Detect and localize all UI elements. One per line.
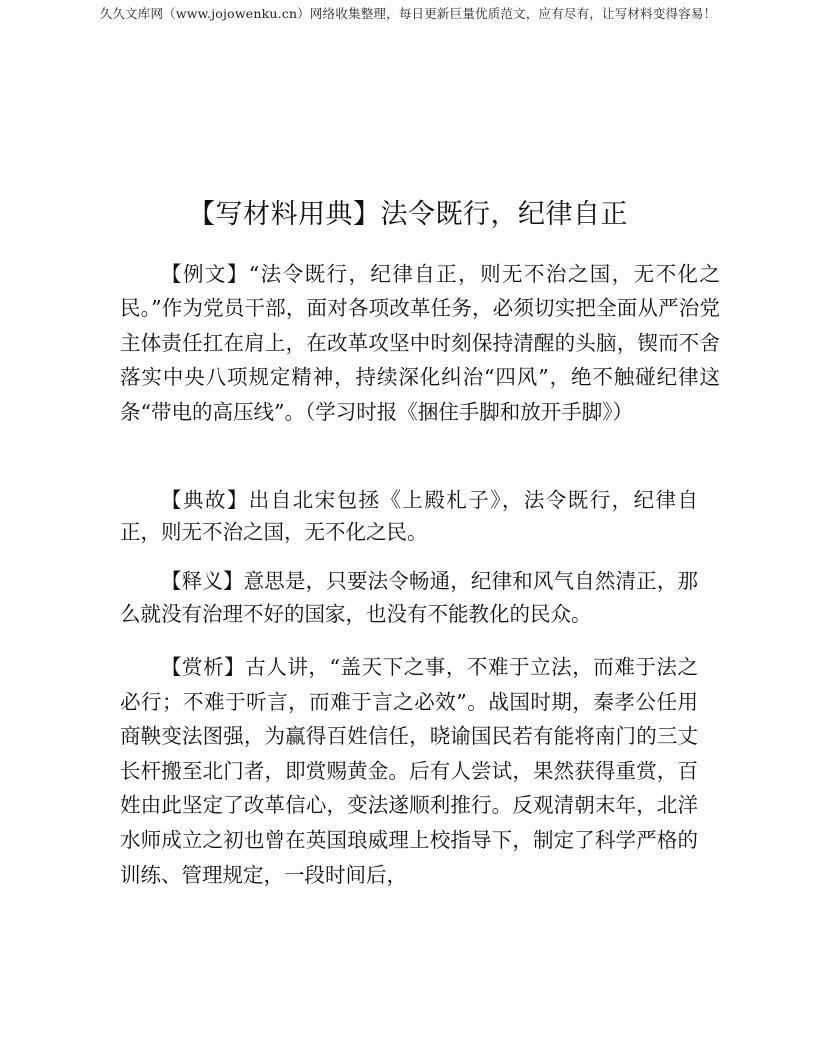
document-title: 【写材料用典】法令既行，纪律自正 bbox=[188, 199, 628, 230]
paragraph-example: 【例文】“法令既行，纪律自正，则无不治之国，无不化之民。”作为党员干部，面对各项改革任务，必须切实把全面从严治党主体责任扛在肩上，在改革攻坚中时刻保持清醒的头脑，锲而不舍落实中央八项规定精神，持续深化纠治“四风”，绝不触碰纪律这条“带电的高压线”。（学习时报《捆住手脚和放开手脚》） bbox=[120, 262, 720, 424]
page-header: 久久文库网（www.jojowenku.cn）网络收集整理，每日更新巨量优质范文，应有尽有，让写材料变得容易！ bbox=[99, 6, 717, 21]
paragraph-allusion: 【典故】出自北宋包拯《上殿札子》，法令既行，纪律自正，则无不治之国，无不化之民。 bbox=[120, 488, 698, 544]
paragraph-appreciation: 【赏析】古人讲，“盖天下之事，不难于立法，而难于法之必行；不难于听言，而难于言之必效”。战国时期，秦孝公任用商鞅变法图强，为赢得百姓信任，晓谕国民若有能将南门的三丈长杆搬至北门者，即赏赐黄金。后有人尝试，果然获得重赏，百姓由此坚定了改革信心，变法遂顺利推行。反观清朝末年，北洋水师成立之初也曾在英国琅威理上校指导下，制定了科学严格的训练、管理规定，一段时间后， bbox=[120, 655, 698, 887]
paragraph-interpretation: 【释义】意思是，只要法令畅通，纪律和风气自然清正，那么就没有治理不好的国家，也没有不能教化的民众。 bbox=[120, 569, 698, 626]
